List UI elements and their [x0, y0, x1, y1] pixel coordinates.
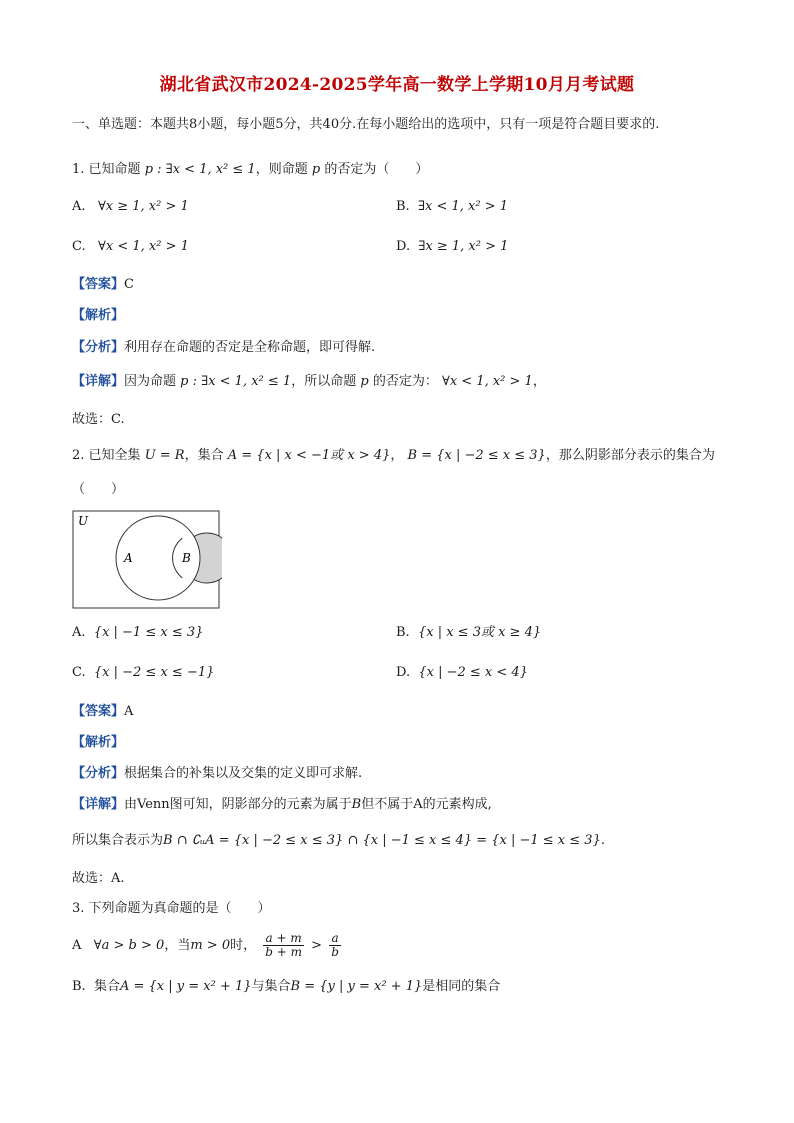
question-1-option-d: D. ∃x ≥ 1, x² > 1 [396, 239, 509, 254]
document-title: 湖北省武汉市2024-2025学年高一数学上学期10月月考试题 [159, 75, 635, 95]
question-2-set-expression: 所以集合表示为B ∩ ∁ᵤA = {x | −2 ≤ x ≤ 3} ∩ {x | −1 ≤ x ≤ 4} = {x | −1 ≤ x ≤ 3}. [72, 833, 605, 848]
question-1-option-c: C. ∀x < 1, x² > 1 [72, 239, 189, 254]
venn-diagram [72, 510, 222, 610]
question-1-stem: 1. 已知命题 p : ∃x < 1, x² ≤ 1，则命题 p 的否定为（ ） [72, 162, 429, 177]
question-3-option-b: B. 集合A = {x | y = x² + 1}与集合B = {y | y = x² + 1}是相同的集合 [72, 979, 501, 994]
question-2-choose: 故选：A. [72, 871, 125, 886]
question-3-stem: 3. 下列命题为真命题的是（ ） [72, 901, 271, 916]
question-1-choose: 故选：C. [72, 412, 125, 427]
question-1-option-b: B. ∃x < 1, x² > 1 [396, 199, 509, 214]
question-2-option-d: D. {x | −2 ≤ x < 4} [396, 665, 528, 680]
fraction-a-plus-m-over-b-plus-m: $\frac{a + m}{b + m}$ [265, 931, 302, 959]
venn-label-u: U [78, 514, 89, 528]
question-2-option-a: A. {x | −1 ≤ x ≤ 3} [72, 625, 204, 640]
venn-label-b: B [182, 551, 191, 565]
fraction-a-over-b: $\frac{a}{b}$ [331, 931, 339, 959]
question-1-option-a: A. ∀x ≥ 1, x² > 1 [72, 199, 189, 214]
question-2-option-b: B. {x | x ≤ 3或 x ≥ 4} [396, 625, 542, 640]
venn-label-a: A [124, 551, 133, 565]
question-2-analysis-tag: 【解析】 [72, 735, 125, 750]
question-1-fenxi: 【分析】利用存在命题的否定是全称命题，即可得解. [72, 340, 376, 355]
question-2-fenxi: 【分析】根据集合的补集以及交集的定义即可求解. [72, 766, 363, 781]
section-heading: 一、单选题：本题共8小题，每小题5分，共40分.在每小题给出的选项中，只有一项是符合题目要求的. [72, 117, 660, 132]
question-1-answer: 【答案】C [72, 277, 134, 292]
question-2-answer: 【答案】A [72, 704, 134, 719]
question-1-xiangjie: 【详解】因为命题 p : ∃x < 1, x² ≤ 1，所以命题 p 的否定为： ∀x < 1, x² > 1， [72, 374, 546, 389]
question-2-xiangjie: 【详解】由Venn图可知，阴影部分的元素为属于B但不属于A的元素构成, [72, 797, 492, 812]
question-2-stem: 2. 已知全集 U = R，集合 A = {x | x < −1或 x > 4}， B = {x | −2 ≤ x ≤ 3}，那么阴影部分表示的集合为 [72, 448, 715, 463]
question-3-option-a: A ∀a > b > 0，当m > 0时， $\frac{a + m}{b + m}$ > $\frac{a}{b}$ [72, 931, 339, 959]
question-2-stem-cont: （ ） [72, 482, 125, 497]
question-1-analysis-tag: 【解析】 [72, 308, 125, 323]
question-2-option-c: C. {x | −2 ≤ x ≤ −1} [72, 665, 215, 680]
